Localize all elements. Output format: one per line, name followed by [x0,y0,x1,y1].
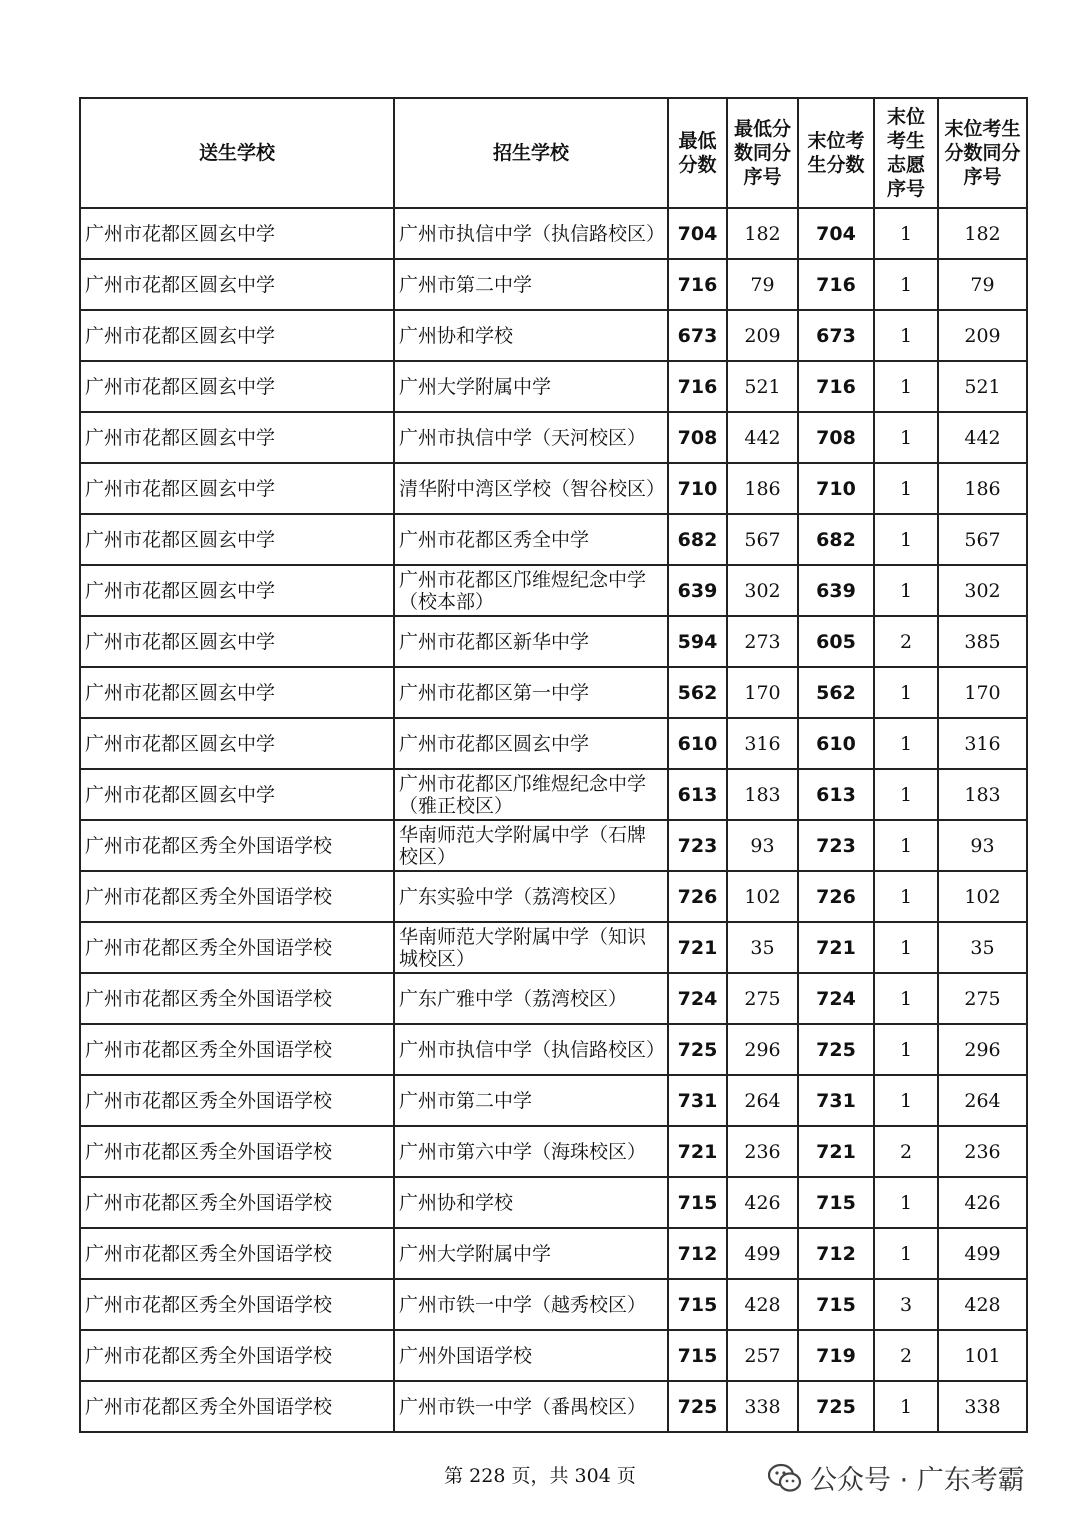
cell-min-score: 725 [668,1024,727,1075]
cell-sending-school: 广州市花都区秀全外国语学校 [80,922,394,973]
cell-min-score-tie-rank: 567 [727,514,798,565]
cell-min-score: 723 [668,820,727,871]
cell-min-score: 721 [668,1126,727,1177]
table-row [80,1075,1027,1126]
cell-last-student-tie-rank: 35 [938,922,1027,973]
cell-last-student-score: 704 [798,208,874,259]
cell-min-score: 682 [668,514,727,565]
cell-min-score-tie-rank: 93 [727,820,798,871]
cell-last-student-choice: 2 [874,1126,938,1177]
cell-last-student-choice: 1 [874,1024,938,1075]
cell-sending-school: 广州市花都区秀全外国语学校 [80,1381,394,1432]
cell-min-score-tie-rank: 264 [727,1075,798,1126]
table-row [80,565,1027,616]
cell-min-score-tie-rank: 428 [727,1279,798,1330]
cell-min-score-tie-rank: 275 [727,973,798,1024]
cell-admitting-school: 广州市铁一中学（番禺校区） [394,1381,668,1432]
header-last-student-score: 末位考生分数 [798,98,874,208]
cell-admitting-school: 广东广雅中学（荔湾校区） [394,973,668,1024]
cell-last-student-score: 719 [798,1330,874,1381]
cell-last-student-score: 721 [798,1126,874,1177]
header-sending-school: 送生学校 [80,98,394,208]
cell-last-student-choice: 2 [874,616,938,667]
cell-sending-school: 广州市花都区圆玄中学 [80,769,394,820]
cell-min-score: 725 [668,1381,727,1432]
cell-last-student-choice: 1 [874,361,938,412]
cell-admitting-school: 广州市花都区圆玄中学 [394,718,668,769]
cell-last-student-choice: 1 [874,565,938,616]
cell-last-student-tie-rank: 442 [938,412,1027,463]
cell-min-score: 673 [668,310,727,361]
cell-last-student-score: 710 [798,463,874,514]
cell-admitting-school: 清华附中湾区学校（智谷校区） [394,463,668,514]
cell-last-student-score: 725 [798,1381,874,1432]
cell-last-student-choice: 1 [874,718,938,769]
header-last-student-choice: 末位考生志愿序号 [874,98,938,208]
cell-min-score-tie-rank: 183 [727,769,798,820]
cell-sending-school: 广州市花都区圆玄中学 [80,208,394,259]
cell-sending-school: 广州市花都区秀全外国语学校 [80,820,394,871]
cell-last-student-score: 613 [798,769,874,820]
cell-last-student-choice: 1 [874,1228,938,1279]
cell-last-student-choice: 1 [874,973,938,1024]
cell-min-score: 712 [668,1228,727,1279]
cell-min-score: 715 [668,1177,727,1228]
cell-last-student-choice: 1 [874,769,938,820]
cell-admitting-school: 广东实验中学（荔湾校区） [394,871,668,922]
cell-min-score: 639 [668,565,727,616]
cell-min-score: 715 [668,1330,727,1381]
cell-min-score: 613 [668,769,727,820]
cell-admitting-school: 广州市第六中学（海珠校区） [394,1126,668,1177]
table-row [80,1330,1027,1381]
cell-last-student-choice: 1 [874,667,938,718]
cell-admitting-school: 广州市花都区邝维煜纪念中学（雅正校区） [394,769,668,820]
cell-last-student-tie-rank: 426 [938,1177,1027,1228]
cell-min-score-tie-rank: 296 [727,1024,798,1075]
cell-last-student-score: 715 [798,1279,874,1330]
cell-min-score-tie-rank: 442 [727,412,798,463]
cell-admitting-school: 广州市花都区第一中学 [394,667,668,718]
cell-last-student-tie-rank: 170 [938,667,1027,718]
cell-min-score: 724 [668,973,727,1024]
cell-admitting-school: 广州大学附属中学 [394,1228,668,1279]
cell-min-score-tie-rank: 209 [727,310,798,361]
table-row [80,769,1027,820]
cell-last-student-tie-rank: 338 [938,1381,1027,1432]
cell-last-student-tie-rank: 183 [938,769,1027,820]
table-row [80,1381,1027,1432]
table-row [80,310,1027,361]
cell-min-score: 721 [668,922,727,973]
cell-last-student-score: 726 [798,871,874,922]
cell-min-score-tie-rank: 257 [727,1330,798,1381]
cell-admitting-school: 广州协和学校 [394,310,668,361]
cell-min-score: 710 [668,463,727,514]
cell-sending-school: 广州市花都区秀全外国语学校 [80,1228,394,1279]
cell-last-student-tie-rank: 428 [938,1279,1027,1330]
wechat-icon [768,1463,802,1493]
table-row [80,1024,1027,1075]
cell-last-student-tie-rank: 385 [938,616,1027,667]
cell-sending-school: 广州市花都区秀全外国语学校 [80,1024,394,1075]
table-row [80,922,1027,973]
table-row [80,871,1027,922]
cell-last-student-tie-rank: 296 [938,1024,1027,1075]
cell-admitting-school: 广州外国语学校 [394,1330,668,1381]
cell-last-student-choice: 1 [874,463,938,514]
table-row [80,412,1027,463]
cell-last-student-tie-rank: 182 [938,208,1027,259]
cell-last-student-choice: 1 [874,310,938,361]
cell-min-score-tie-rank: 102 [727,871,798,922]
cell-min-score: 715 [668,1279,727,1330]
cell-min-score: 716 [668,361,727,412]
cell-last-student-tie-rank: 79 [938,259,1027,310]
cell-last-student-score: 712 [798,1228,874,1279]
cell-min-score-tie-rank: 316 [727,718,798,769]
cell-min-score-tie-rank: 186 [727,463,798,514]
cell-last-student-score: 716 [798,361,874,412]
cell-min-score-tie-rank: 182 [727,208,798,259]
cell-sending-school: 广州市花都区秀全外国语学校 [80,973,394,1024]
cell-admitting-school: 广州市花都区邝维煜纪念中学（校本部） [394,565,668,616]
cell-last-student-choice: 1 [874,1381,938,1432]
cell-last-student-choice: 1 [874,1177,938,1228]
cell-last-student-tie-rank: 236 [938,1126,1027,1177]
cell-sending-school: 广州市花都区秀全外国语学校 [80,1279,394,1330]
cell-last-student-tie-rank: 521 [938,361,1027,412]
cell-admitting-school: 广州市第二中学 [394,259,668,310]
cell-min-score-tie-rank: 338 [727,1381,798,1432]
table-row [80,667,1027,718]
cell-last-student-score: 731 [798,1075,874,1126]
cell-min-score-tie-rank: 79 [727,259,798,310]
cell-last-student-tie-rank: 264 [938,1075,1027,1126]
cell-last-student-score: 715 [798,1177,874,1228]
cell-admitting-school: 广州市执信中学（执信路校区） [394,1024,668,1075]
cell-admitting-school: 广州市铁一中学（越秀校区） [394,1279,668,1330]
table-row [80,616,1027,667]
cell-min-score: 704 [668,208,727,259]
cell-last-student-tie-rank: 275 [938,973,1027,1024]
cell-last-student-tie-rank: 499 [938,1228,1027,1279]
admission-table [79,97,1028,1433]
header-admitting-school: 招生学校 [394,98,668,208]
cell-admitting-school: 广州市执信中学（执信路校区） [394,208,668,259]
cell-last-student-choice: 1 [874,514,938,565]
cell-sending-school: 广州市花都区圆玄中学 [80,718,394,769]
cell-sending-school: 广州市花都区圆玄中学 [80,565,394,616]
cell-last-student-choice: 3 [874,1279,938,1330]
table-row [80,1177,1027,1228]
cell-sending-school: 广州市花都区圆玄中学 [80,514,394,565]
cell-last-student-choice: 1 [874,208,938,259]
cell-sending-school: 广州市花都区圆玄中学 [80,310,394,361]
cell-min-score: 562 [668,667,727,718]
cell-min-score-tie-rank: 35 [727,922,798,973]
table-row [80,718,1027,769]
cell-last-student-tie-rank: 186 [938,463,1027,514]
cell-sending-school: 广州市花都区秀全外国语学校 [80,871,394,922]
table-row [80,514,1027,565]
cell-min-score: 731 [668,1075,727,1126]
cell-sending-school: 广州市花都区圆玄中学 [80,667,394,718]
cell-last-student-score: 708 [798,412,874,463]
table-row [80,1279,1027,1330]
cell-sending-school: 广州市花都区秀全外国语学校 [80,1177,394,1228]
cell-last-student-tie-rank: 302 [938,565,1027,616]
cell-min-score: 610 [668,718,727,769]
cell-admitting-school: 广州大学附属中学 [394,361,668,412]
cell-min-score-tie-rank: 273 [727,616,798,667]
header-min-score: 最低分数 [668,98,727,208]
header-last-student-tie-rank: 末位考生分数同分序号 [938,98,1027,208]
cell-admitting-school: 广州市第二中学 [394,1075,668,1126]
cell-last-student-choice: 1 [874,922,938,973]
cell-min-score-tie-rank: 302 [727,565,798,616]
cell-sending-school: 广州市花都区秀全外国语学校 [80,1126,394,1177]
cell-sending-school: 广州市花都区秀全外国语学校 [80,1075,394,1126]
cell-last-student-tie-rank: 101 [938,1330,1027,1381]
page-number: 第 228 页，共 304 页 [444,1465,636,1487]
cell-min-score-tie-rank: 170 [727,667,798,718]
cell-admitting-school: 华南师范大学附属中学（知识城校区） [394,922,668,973]
cell-last-student-score: 605 [798,616,874,667]
cell-admitting-school: 广州协和学校 [394,1177,668,1228]
cell-last-student-score: 562 [798,667,874,718]
cell-last-student-tie-rank: 93 [938,820,1027,871]
cell-last-student-score: 724 [798,973,874,1024]
cell-min-score-tie-rank: 426 [727,1177,798,1228]
cell-last-student-tie-rank: 209 [938,310,1027,361]
watermark-text: 公众号 · 广东考霸 [810,1465,1025,1496]
table-row [80,1126,1027,1177]
cell-sending-school: 广州市花都区圆玄中学 [80,361,394,412]
cell-min-score-tie-rank: 236 [727,1126,798,1177]
cell-last-student-score: 723 [798,820,874,871]
cell-sending-school: 广州市花都区圆玄中学 [80,412,394,463]
table-row [80,463,1027,514]
cell-sending-school: 广州市花都区秀全外国语学校 [80,1330,394,1381]
cell-sending-school: 广州市花都区圆玄中学 [80,616,394,667]
cell-last-student-choice: 1 [874,871,938,922]
cell-last-student-choice: 1 [874,412,938,463]
watermark [768,1458,1025,1497]
cell-min-score: 716 [668,259,727,310]
cell-last-student-score: 682 [798,514,874,565]
cell-last-student-choice: 1 [874,820,938,871]
cell-admitting-school: 广州市花都区新华中学 [394,616,668,667]
cell-last-student-tie-rank: 316 [938,718,1027,769]
cell-last-student-score: 716 [798,259,874,310]
table-row [80,973,1027,1024]
table-body [80,208,1027,1432]
cell-min-score: 708 [668,412,727,463]
cell-last-student-choice: 1 [874,1075,938,1126]
cell-min-score-tie-rank: 521 [727,361,798,412]
cell-min-score: 594 [668,616,727,667]
cell-last-student-tie-rank: 102 [938,871,1027,922]
cell-last-student-score: 725 [798,1024,874,1075]
cell-sending-school: 广州市花都区圆玄中学 [80,463,394,514]
cell-last-student-tie-rank: 567 [938,514,1027,565]
cell-min-score: 726 [668,871,727,922]
table-row [80,259,1027,310]
table-row [80,208,1027,259]
cell-sending-school: 广州市花都区圆玄中学 [80,259,394,310]
cell-last-student-choice: 2 [874,1330,938,1381]
cell-admitting-school: 广州市花都区秀全中学 [394,514,668,565]
cell-admitting-school: 华南师范大学附属中学（石牌校区） [394,820,668,871]
header-row [80,98,1027,208]
table-row [80,361,1027,412]
cell-last-student-score: 721 [798,922,874,973]
table-row [80,820,1027,871]
cell-last-student-choice: 1 [874,259,938,310]
cell-admitting-school: 广州市执信中学（天河校区） [394,412,668,463]
header-min-score-tie-rank: 最低分数同分序号 [727,98,798,208]
cell-min-score-tie-rank: 499 [727,1228,798,1279]
table-row [80,1228,1027,1279]
cell-last-student-score: 639 [798,565,874,616]
cell-last-student-score: 673 [798,310,874,361]
cell-last-student-score: 610 [798,718,874,769]
